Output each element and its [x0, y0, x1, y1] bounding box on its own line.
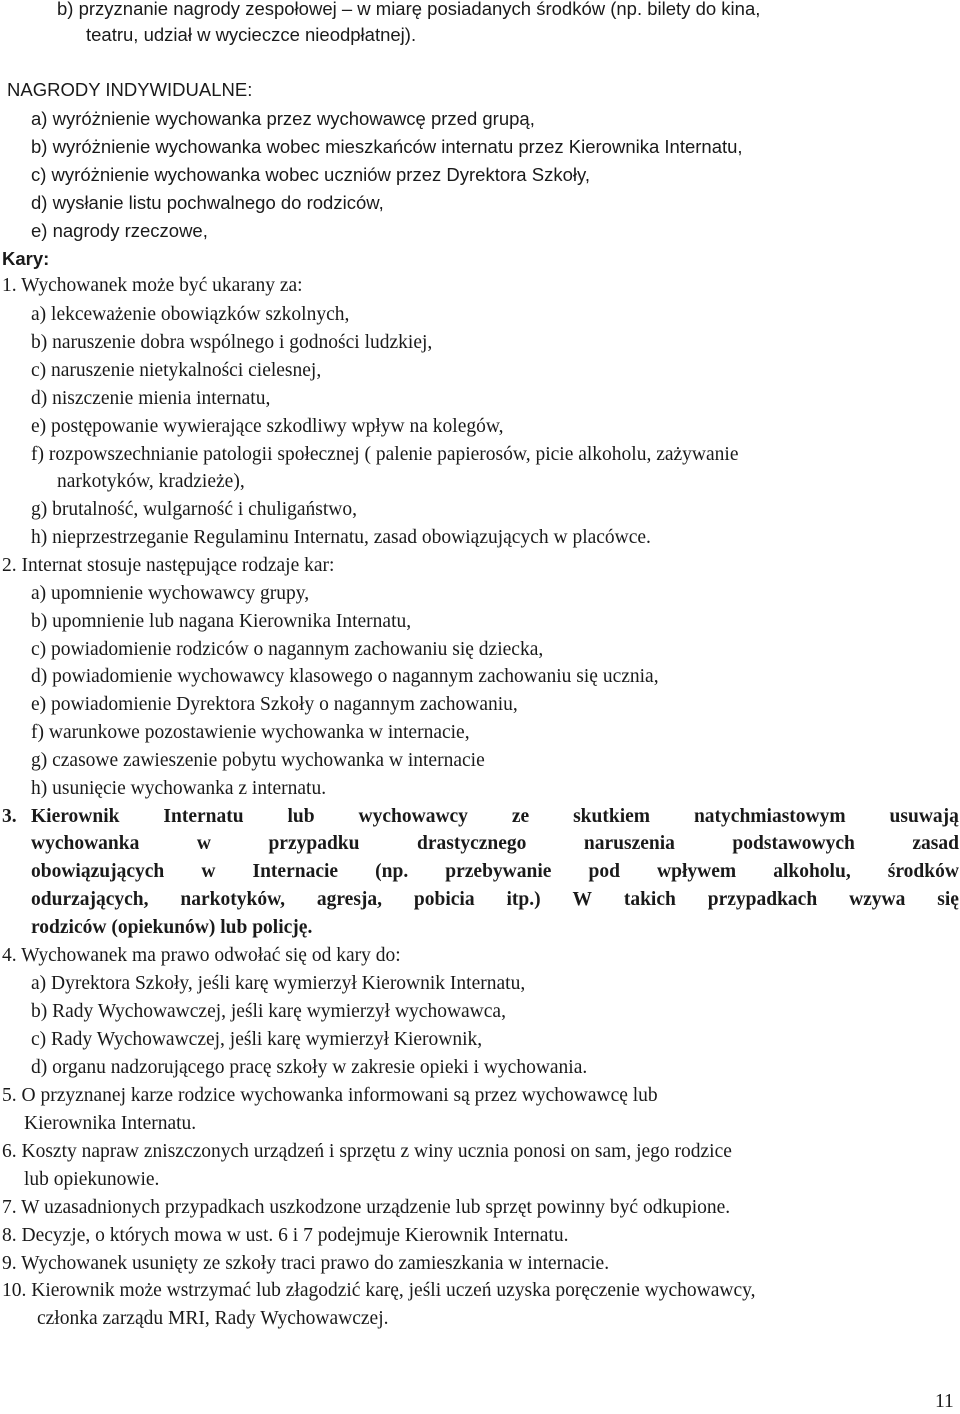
- section-3-word: wychowawcy: [358, 806, 468, 827]
- section-1-item: h) nieprzestrzeganie Regulaminu Internatu, zasad obowiązujących w placówce.: [31, 527, 651, 548]
- section-4-title: 4. Wychowanek ma prawo odwołać się od kary do:: [2, 945, 401, 966]
- section-3-word: wzywa: [849, 889, 906, 910]
- section-6-line: 6. Koszty napraw zniszczonych urządzeń i sprzętu z winy ucznia ponosi on sam, jego rodzice: [2, 1141, 732, 1162]
- section-10-line: 10. Kierownik może wstrzymać lub złagodzić karę, jeśli uczeń uzyska poręczenie wychowawcy,: [2, 1280, 756, 1301]
- section-4-item: b) Rady Wychowawczej, jeśli karę wymierzył wychowawca,: [31, 1001, 506, 1022]
- section-5-line-cont: Kierownika Internatu.: [24, 1113, 197, 1134]
- section-4-item: c) Rady Wychowawczej, jeśli karę wymierzył Kierownik,: [31, 1029, 483, 1050]
- section-3-word: obowiązujących: [31, 861, 165, 882]
- section-3-word: wychowanka: [31, 833, 140, 854]
- section-3-word: skutkiem: [573, 806, 651, 827]
- section-3-word: drastycznego: [417, 833, 527, 854]
- section-1-item: a) lekceważenie obowiązków szkolnych,: [31, 304, 350, 325]
- section-2-item: g) czasowe zawieszenie pobytu wychowanka w internacie: [31, 750, 485, 771]
- section-3-line: [31, 834, 959, 854]
- section-1-item: c) naruszenie nietykalności cielesnej,: [31, 360, 322, 381]
- section-1-item: e) postępowanie wywierające szkodliwy wpływ na kolegów,: [31, 416, 504, 437]
- section-2-item: e) powiadomienie Dyrektora Szkoły o nagannym zachowaniu,: [31, 694, 518, 715]
- section-7-line: 7. W uzasadnionych przypadkach uszkodzone urządzenie lub sprzęt powinny być odkupione.: [2, 1197, 731, 1218]
- section-1-title: 1. Wychowanek może być ukarany za:: [2, 275, 303, 296]
- individual-heading: NAGRODY INDYWIDUALNE:: [7, 79, 253, 100]
- section-3-word: w: [196, 833, 211, 854]
- section-6-line-cont: lub opiekunowie.: [24, 1169, 160, 1190]
- section-3-word: W: [572, 889, 592, 910]
- section-3-line: [31, 890, 959, 910]
- section-3-word: narkotyków,: [180, 889, 285, 910]
- top-line-1: b) przyznanie nagrody zespołowej – w miarę posiadanych środków (np. bilety do kina,: [57, 0, 761, 19]
- section-3-word: (np.: [375, 861, 409, 882]
- section-3-word: się: [937, 889, 959, 910]
- section-3-word: naruszenia: [583, 833, 675, 854]
- section-3-word: zasad: [912, 833, 959, 854]
- section-3-word: lub: [287, 806, 315, 827]
- section-2-title: 2. Internat stosuje następujące rodzaje kar:: [2, 555, 335, 576]
- section-3-word: Internatu: [163, 806, 244, 827]
- section-10-line-cont: członka zarządu MRI, Rady Wychowawczej.: [37, 1308, 389, 1329]
- section-1-item: g) brutalność, wulgarność i chuligaństwo,: [31, 499, 358, 520]
- section-3-line: [31, 807, 959, 827]
- page-number: 11: [935, 1391, 954, 1412]
- section-5-line: 5. O przyznanej karze rodzice wychowanka informowani są przez wychowawcę lub: [2, 1085, 658, 1106]
- section-2-item: d) powiadomienie wychowawcy klasowego o nagannym zachowaniu się ucznia,: [31, 666, 659, 687]
- section-3-word: pod: [588, 861, 620, 882]
- section-2-item: f) warunkowe pozostawienie wychowanka w internacie,: [31, 722, 470, 743]
- section-3-word: wpływem: [657, 861, 737, 882]
- section-3-line-last: rodziców (opiekunów) lub policję.: [31, 917, 313, 938]
- section-3-word: środków: [887, 861, 959, 882]
- section-3-word: natychmiastowym: [693, 806, 846, 827]
- section-4-item: a) Dyrektora Szkoły, jeśli karę wymierzył Kierownik Internatu,: [31, 973, 526, 994]
- section-3-number: 3.: [2, 806, 17, 827]
- section-3-word: alkoholu,: [773, 861, 851, 882]
- section-3-word: itp.): [506, 889, 541, 910]
- section-3-word: Kierownik: [31, 806, 120, 827]
- section-1-item: f) rozpowszechnianie patologii społecznej ( palenie papierosów, picie alkoholu, zażywanie: [31, 444, 739, 465]
- section-2-item: c) powiadomienie rodziców o nagannym zachowaniu się dziecka,: [31, 639, 544, 660]
- section-3-word: przebywanie: [445, 861, 552, 882]
- section-3-word: przypadku: [268, 833, 360, 854]
- individual-item: c) wyróżnienie wychowanka wobec uczniów przez Dyrektora Szkoły,: [31, 164, 590, 185]
- section-4-item: d) organu nadzorującego pracę szkoły w zakresie opieki i wychowania.: [31, 1057, 588, 1078]
- individual-item: e) nagrody rzeczowe,: [31, 220, 208, 241]
- section-3-word: podstawowych: [732, 833, 855, 854]
- section-3-word: w: [201, 861, 216, 882]
- section-3-word: usuwają: [889, 806, 959, 827]
- top-line-2: teatru, udział w wycieczce nieodpłatnej).: [86, 24, 417, 45]
- section-3-word: pobicia: [413, 889, 475, 910]
- section-2-item: a) upomnienie wychowawcy grupy,: [31, 583, 310, 604]
- section-3-word: przypadkach: [707, 889, 818, 910]
- section-2-item: b) upomnienie lub nagana Kierownika Internatu,: [31, 611, 412, 632]
- individual-item: d) wysłanie listu pochwalnego do rodziców,: [31, 192, 384, 213]
- section-8-line: 8. Decyzje, o których mowa w ust. 6 i 7 podejmuje Kierownik Internatu.: [2, 1225, 569, 1246]
- section-1-item: d) niszczenie mienia internatu,: [31, 388, 271, 409]
- section-3-word: Internacie: [252, 861, 339, 882]
- section-3-word: ze: [511, 806, 530, 827]
- kary-heading: Kary:: [2, 248, 50, 269]
- section-1-item: b) naruszenie dobra wspólnego i godności ludzkiej,: [31, 332, 433, 353]
- section-9-line: 9. Wychowanek usunięty ze szkoły traci prawo do zamieszkania w internacie.: [2, 1253, 610, 1274]
- section-3-line: [31, 862, 959, 882]
- section-2-item: h) usunięcie wychowanka z internatu.: [31, 778, 327, 799]
- individual-item: b) wyróżnienie wychowanka wobec mieszkańców internatu przez Kierownika Internatu,: [31, 136, 743, 157]
- section-1-item-cont: narkotyków, kradzieże),: [57, 471, 245, 492]
- section-3-word: odurzających,: [31, 889, 149, 910]
- section-3-word: takich: [623, 889, 676, 910]
- individual-item: a) wyróżnienie wychowanka przez wychowawcę przed grupą,: [31, 108, 535, 129]
- section-3-word: agresja,: [316, 889, 383, 910]
